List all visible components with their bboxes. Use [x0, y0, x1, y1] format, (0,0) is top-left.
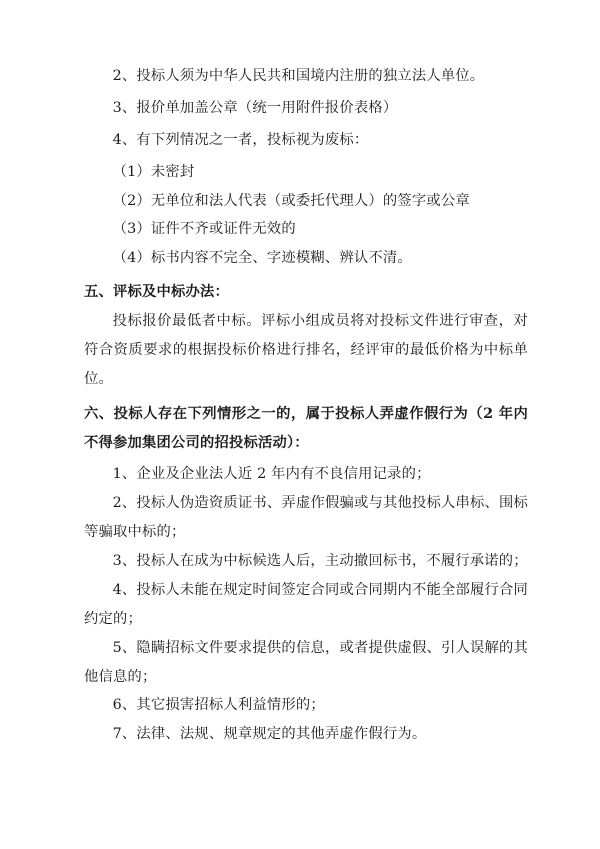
- clause-6-item-6: 6、其它损害招标人利益情形的；: [112, 697, 325, 714]
- section-6-heading: 六、投标人存在下列情形之一的，属于投标人弄虚作假行为（2 年内不得参加集团公司的招投标活动）：: [84, 405, 528, 451]
- clause-6-item-3: 3、投标人在成为中标候选人后，主动撤回标书，不履行承诺的；: [112, 553, 528, 569]
- clause-6-item-7: 7、法律、法规、规章规定的其他弄虚作假行为。: [112, 726, 427, 743]
- clause-4-paragraph: 4、有下列情况之一者，投标视为废标：: [112, 131, 369, 148]
- section-5-heading: 五、评标及中标办法：: [84, 284, 229, 301]
- clause-2-paragraph: 2、投标人须为中华人民共和国境内注册的独立法人单位。: [112, 68, 485, 84]
- clause-4-item-1: （1）未密封: [112, 163, 195, 180]
- section-5-paragraph: 投标报价最低者中标。评标小组成员将对投标文件进行审查，对符合资质要求的根据投标价格进行排名，经评审的最低价格为中标单位。: [84, 313, 528, 387]
- clause-6-item-4: 4、投标人未能在规定时间签定合同或合同期内不能全部履行合同约定的；: [84, 581, 528, 627]
- clause-6-item-2: 2、投标人伪造资质证书、弄虚作假骗或与其他投标人串标、围标等骗取中标的；: [84, 495, 528, 541]
- clause-3-paragraph: 3、报价单加盖公章（统一用附件报价表格）: [112, 99, 398, 116]
- clause-6-item-1: 1、企业及企业法人近 2 年内有不良信用记录的；: [112, 466, 431, 483]
- document-body: [84, 62, 528, 749]
- clause-4-item-2: （2）无单位和法人代表（或委托代理人）的签字或公章: [112, 192, 470, 209]
- clause-4-item-4: （4）标书内容不完全、字迹模糊、辨认不清。: [112, 250, 412, 267]
- clause-4-item-3: （3）证件不齐或证件无效的: [112, 221, 296, 238]
- clause-6-item-5: 5、隐瞒招标文件要求提供的信息，或者提供虚假、引人误解的其他信息的；: [84, 639, 528, 685]
